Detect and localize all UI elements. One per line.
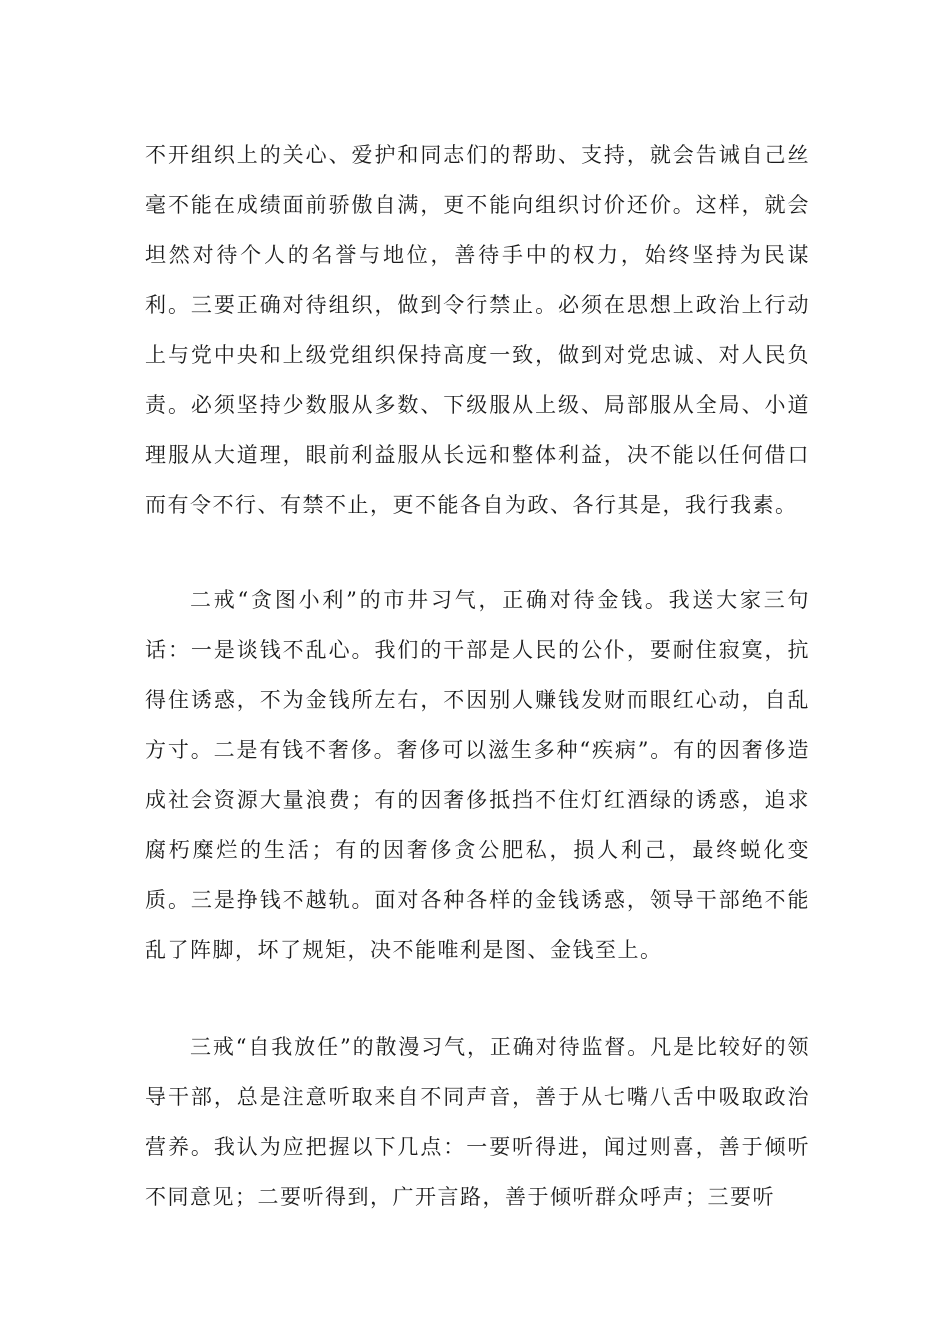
paragraph-supervision: 三戒“自我放任”的散漫习气，正确对待监督。凡是比较好的领导干部，总是注意听取来自不同声音，善于从七嘴八舌中吸取政治营养。我认为应把握以下几点：一要听得进，闻过则喜，善于倾听不同意见；二要听得到，广开言路，善于倾听群众呼声；三要听	[145, 1035, 810, 1209]
paragraph-continued: 不开组织上的关心、爱护和同志们的帮助、支持，就会告诫自己丝毫不能在成绩面前骄傲自满，更不能向组织讨价还价。这样，就会坦然对待个人的名誉与地位，善待手中的权力，始终坚持为民谋利。三要正确对待组织，做到令行禁止。必须在思想上政治上行动上与党中央和上级党组织保持高度一致，做到对党忠诚、对人民负责。必须坚持少数服从多数、下级服从上级、局部服从全局、小道理服从大道理，眼前利益服从长远和整体利益，决不能以任何借口而有令不行、有禁不止，更不能各自为政、各行其是，我行我素。	[145, 143, 810, 517]
paragraph-money: 二戒“贪图小利”的市井习气，正确对待金钱。我送大家三句话：一是谈钱不乱心。我们的干部是人民的公仆，要耐住寂寞，抗得住诱惑，不为金钱所左右，不因别人赚钱发财而眼红心动，自乱方寸。二是有钱不奢侈。奢侈可以滋生多种“疾病”。有的因奢侈造成社会资源大量浪费；有的因奢侈抵挡不住灯红酒绿的诱惑，追求腐朽糜烂的生活；有的因奢侈贪公肥私，损人利己，最终蜕化变质。三是挣钱不越轨。面对各种各样的金钱诱惑，领导干部绝不能乱了阵脚，坏了规矩，决不能唯利是图、金钱至上。	[145, 588, 810, 962]
